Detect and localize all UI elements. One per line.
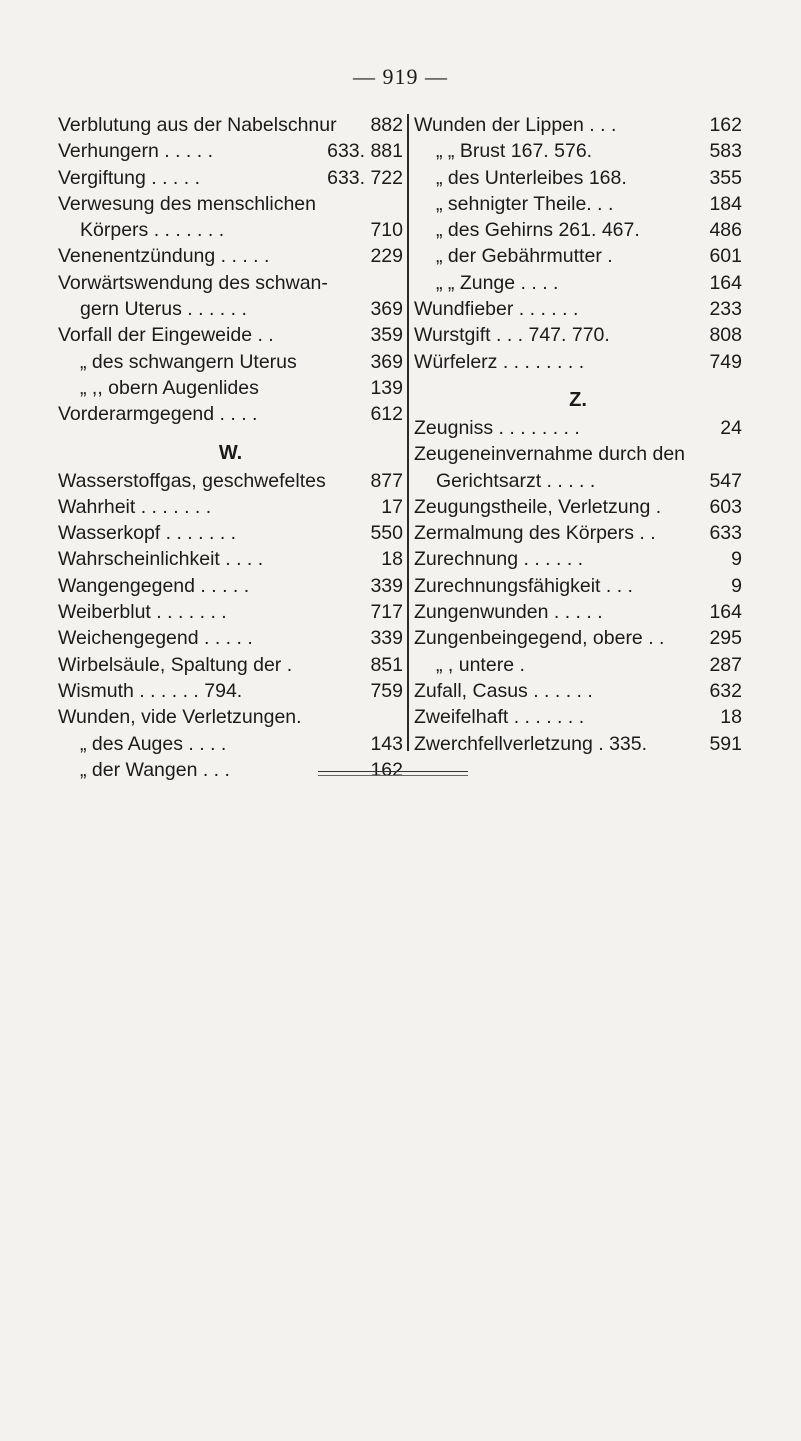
index-term: Wirbelsäule, Spaltung der .: [58, 653, 293, 676]
index-term: Wahrheit . . . . . . .: [58, 495, 212, 518]
index-entry: [58, 704, 403, 730]
index-term: Wangengegend . . . . .: [58, 574, 250, 597]
page-reference: [399, 704, 403, 730]
index-term: Wasserstoffgas, geschwefeltes: [58, 469, 326, 492]
index-term: Zufall, Casus . . . . . .: [414, 679, 593, 702]
index-term: Zeugeneinvernahme durch den: [414, 443, 686, 466]
index-entry: [58, 165, 403, 191]
index-entry: [414, 625, 742, 651]
page-reference: 633. 722: [327, 166, 403, 189]
page-reference: 486: [709, 219, 742, 242]
index-entry: [58, 625, 403, 651]
index-entry: [414, 494, 742, 520]
index-entry: [58, 349, 403, 375]
index-term: Zweifelhaft . . . . . . .: [414, 706, 585, 729]
page-reference: 9: [731, 574, 742, 597]
page-reference: 18: [720, 706, 742, 729]
page-reference: 601: [709, 245, 742, 268]
index-entry: [414, 546, 742, 572]
index-entry: [414, 731, 742, 757]
page-reference: 633. 881: [327, 140, 403, 163]
page-reference: 550: [370, 522, 403, 545]
index-entry: [58, 520, 403, 546]
index-term: Zungenbeingegend, obere . .: [414, 627, 665, 650]
index-entry: [58, 599, 403, 625]
index-entry: [414, 165, 742, 191]
page-reference: 339: [370, 574, 403, 597]
column-divider: [407, 114, 409, 751]
page-reference: 759: [370, 679, 403, 702]
index-entry: [414, 678, 742, 704]
end-rule: [318, 771, 468, 776]
index-entry: [414, 191, 742, 217]
index-term: Zungenwunden . . . . .: [414, 601, 603, 624]
index-entry: [414, 441, 742, 467]
index-entry: [414, 296, 742, 322]
index-term: Würfelerz . . . . . . . .: [414, 350, 585, 373]
index-entry: [58, 322, 403, 348]
page-reference: 632: [709, 679, 742, 702]
page-reference: 710: [370, 219, 403, 242]
index-entry: [58, 375, 403, 401]
index-entry: [414, 468, 742, 494]
page-reference: 583: [709, 140, 742, 163]
index-column-right: [414, 112, 742, 757]
index-term: Zeugungstheile, Verletzung .: [414, 495, 662, 518]
page-reference: 287: [709, 653, 742, 676]
index-term: Wurstgift . . . 747. 770.: [414, 324, 610, 347]
index-term: „ der Gebährmutter .: [436, 245, 613, 268]
index-entry: [414, 573, 742, 599]
index-entry: [414, 704, 742, 730]
index-term: Zurechnungsfähigkeit . . .: [414, 574, 633, 597]
index-term: Venenentzündung . . . . .: [58, 245, 270, 268]
page-reference: 612: [370, 403, 403, 426]
index-term: Verwesung des menschlichen: [58, 192, 316, 215]
page-reference: 162: [370, 758, 403, 781]
index-term: Verblutung aus der Nabelschnur: [58, 114, 337, 136]
page-reference: 355: [709, 166, 742, 189]
index-entry: [58, 494, 403, 520]
index-entry: [58, 468, 403, 494]
index-term: Wahrscheinlichkeit . . . .: [58, 548, 264, 571]
page-reference: 164: [709, 601, 742, 624]
index-entry: [58, 678, 403, 704]
page-reference: 162: [709, 114, 742, 136]
index-entry: [414, 520, 742, 546]
index-term: „ ,, obern Augenlides: [80, 376, 259, 399]
index-entry: [414, 322, 742, 348]
index-entry: [414, 243, 742, 269]
index-term: Verhungern . . . . .: [58, 140, 214, 163]
index-term: „ des Auges . . . .: [80, 732, 227, 755]
index-term: Wasserkopf . . . . . . .: [58, 522, 237, 545]
page-reference: 369: [370, 298, 403, 321]
index-term: gern Uterus . . . . . .: [80, 298, 247, 321]
page-reference: 851: [370, 653, 403, 676]
page-reference: 164: [709, 271, 742, 294]
index-term: Weiberblut . . . . . . .: [58, 601, 227, 624]
index-entry: [58, 217, 403, 243]
page-reference: 229: [370, 245, 403, 268]
index-entry: [58, 401, 403, 427]
index-entry: [414, 217, 742, 243]
index-term: Körpers . . . . . . .: [80, 219, 225, 242]
page-reference: 17: [381, 495, 403, 518]
page-reference: 9: [731, 548, 742, 571]
page-reference: 295: [709, 627, 742, 650]
index-term: „ des Gehirns 261. 467.: [436, 219, 640, 242]
page-reference: 882: [370, 114, 403, 136]
index-term: Wismuth . . . . . . 794.: [58, 679, 243, 702]
index-entry: [414, 138, 742, 164]
index-term: „ der Wangen . . .: [80, 758, 230, 781]
index-term: „ des Unterleibes 168.: [436, 166, 627, 189]
index-entry: [58, 270, 403, 296]
index-entry: [58, 757, 403, 783]
index-term: „ „ Brust 167. 576.: [436, 140, 593, 163]
index-entry: [414, 415, 742, 441]
index-term: „ sehnigter Theile. . .: [436, 192, 614, 215]
index-entry: [414, 599, 742, 625]
index-term: Zermalmung des Körpers . .: [414, 522, 656, 545]
section-heading: Z.: [569, 388, 587, 411]
index-entry: [414, 652, 742, 678]
page-reference: 749: [709, 350, 742, 373]
index-term: Gerichtsarzt . . . . .: [436, 469, 596, 492]
index-term: Weichengegend . . . . .: [58, 627, 253, 650]
page-reference: 184: [709, 192, 742, 215]
index-entry: [414, 270, 742, 296]
page-reference: 877: [370, 469, 403, 492]
index-term: Wunden, vide Verletzungen.: [58, 706, 302, 729]
page-reference: 233: [709, 298, 742, 321]
page-reference: 24: [720, 416, 742, 439]
index-term: Vorfall der Eingeweide . .: [58, 324, 274, 347]
section-heading: W.: [218, 441, 243, 464]
page-reference: 547: [709, 469, 742, 492]
index-entry: [58, 112, 403, 138]
index-entry: [58, 731, 403, 757]
page-reference: 603: [709, 495, 742, 518]
index-term: Vorwärtswendung des schwan-: [58, 271, 328, 294]
index-term: Vorderarmgegend . . . .: [58, 403, 258, 426]
index-term: Zeugniss . . . . . . . .: [414, 416, 580, 439]
index-entry: [414, 112, 742, 138]
page-reference: 717: [370, 601, 403, 624]
index-term: Wunden der Lippen . . .: [414, 114, 617, 136]
index-entry: [58, 573, 403, 599]
page-reference: 359: [370, 324, 403, 347]
index-entry: [58, 546, 403, 572]
index-term: „ des schwangern Uterus: [80, 350, 297, 373]
page-reference: [738, 441, 742, 467]
index-entry: [58, 243, 403, 269]
index-entry: [58, 652, 403, 678]
index-entry: [58, 296, 403, 322]
page-reference: [399, 191, 403, 217]
page-reference: 139: [370, 376, 403, 399]
index-term: Wundfieber . . . . . .: [414, 298, 579, 321]
index-entry: [58, 138, 403, 164]
index-term: Zurechnung . . . . . .: [414, 548, 584, 571]
index-term: Vergiftung . . . . .: [58, 166, 200, 189]
page-reference: 369: [370, 350, 403, 373]
index-column-left: [58, 112, 403, 783]
index-term: Zwerchfellverletzung . 335.: [414, 732, 648, 755]
index-term: „ , untere .: [436, 653, 525, 676]
page-reference: 339: [370, 627, 403, 650]
index-entry: [58, 191, 403, 217]
page-number: — 919 —: [353, 64, 448, 89]
index-term: „ „ Zunge . . . .: [436, 271, 559, 294]
page-reference: 143: [370, 732, 403, 755]
page-reference: 591: [709, 732, 742, 755]
page-reference: 18: [381, 548, 403, 571]
index-entry: [414, 349, 742, 375]
page-reference: 633: [709, 522, 742, 545]
page-reference: [399, 270, 403, 296]
page-reference: 808: [709, 324, 742, 347]
